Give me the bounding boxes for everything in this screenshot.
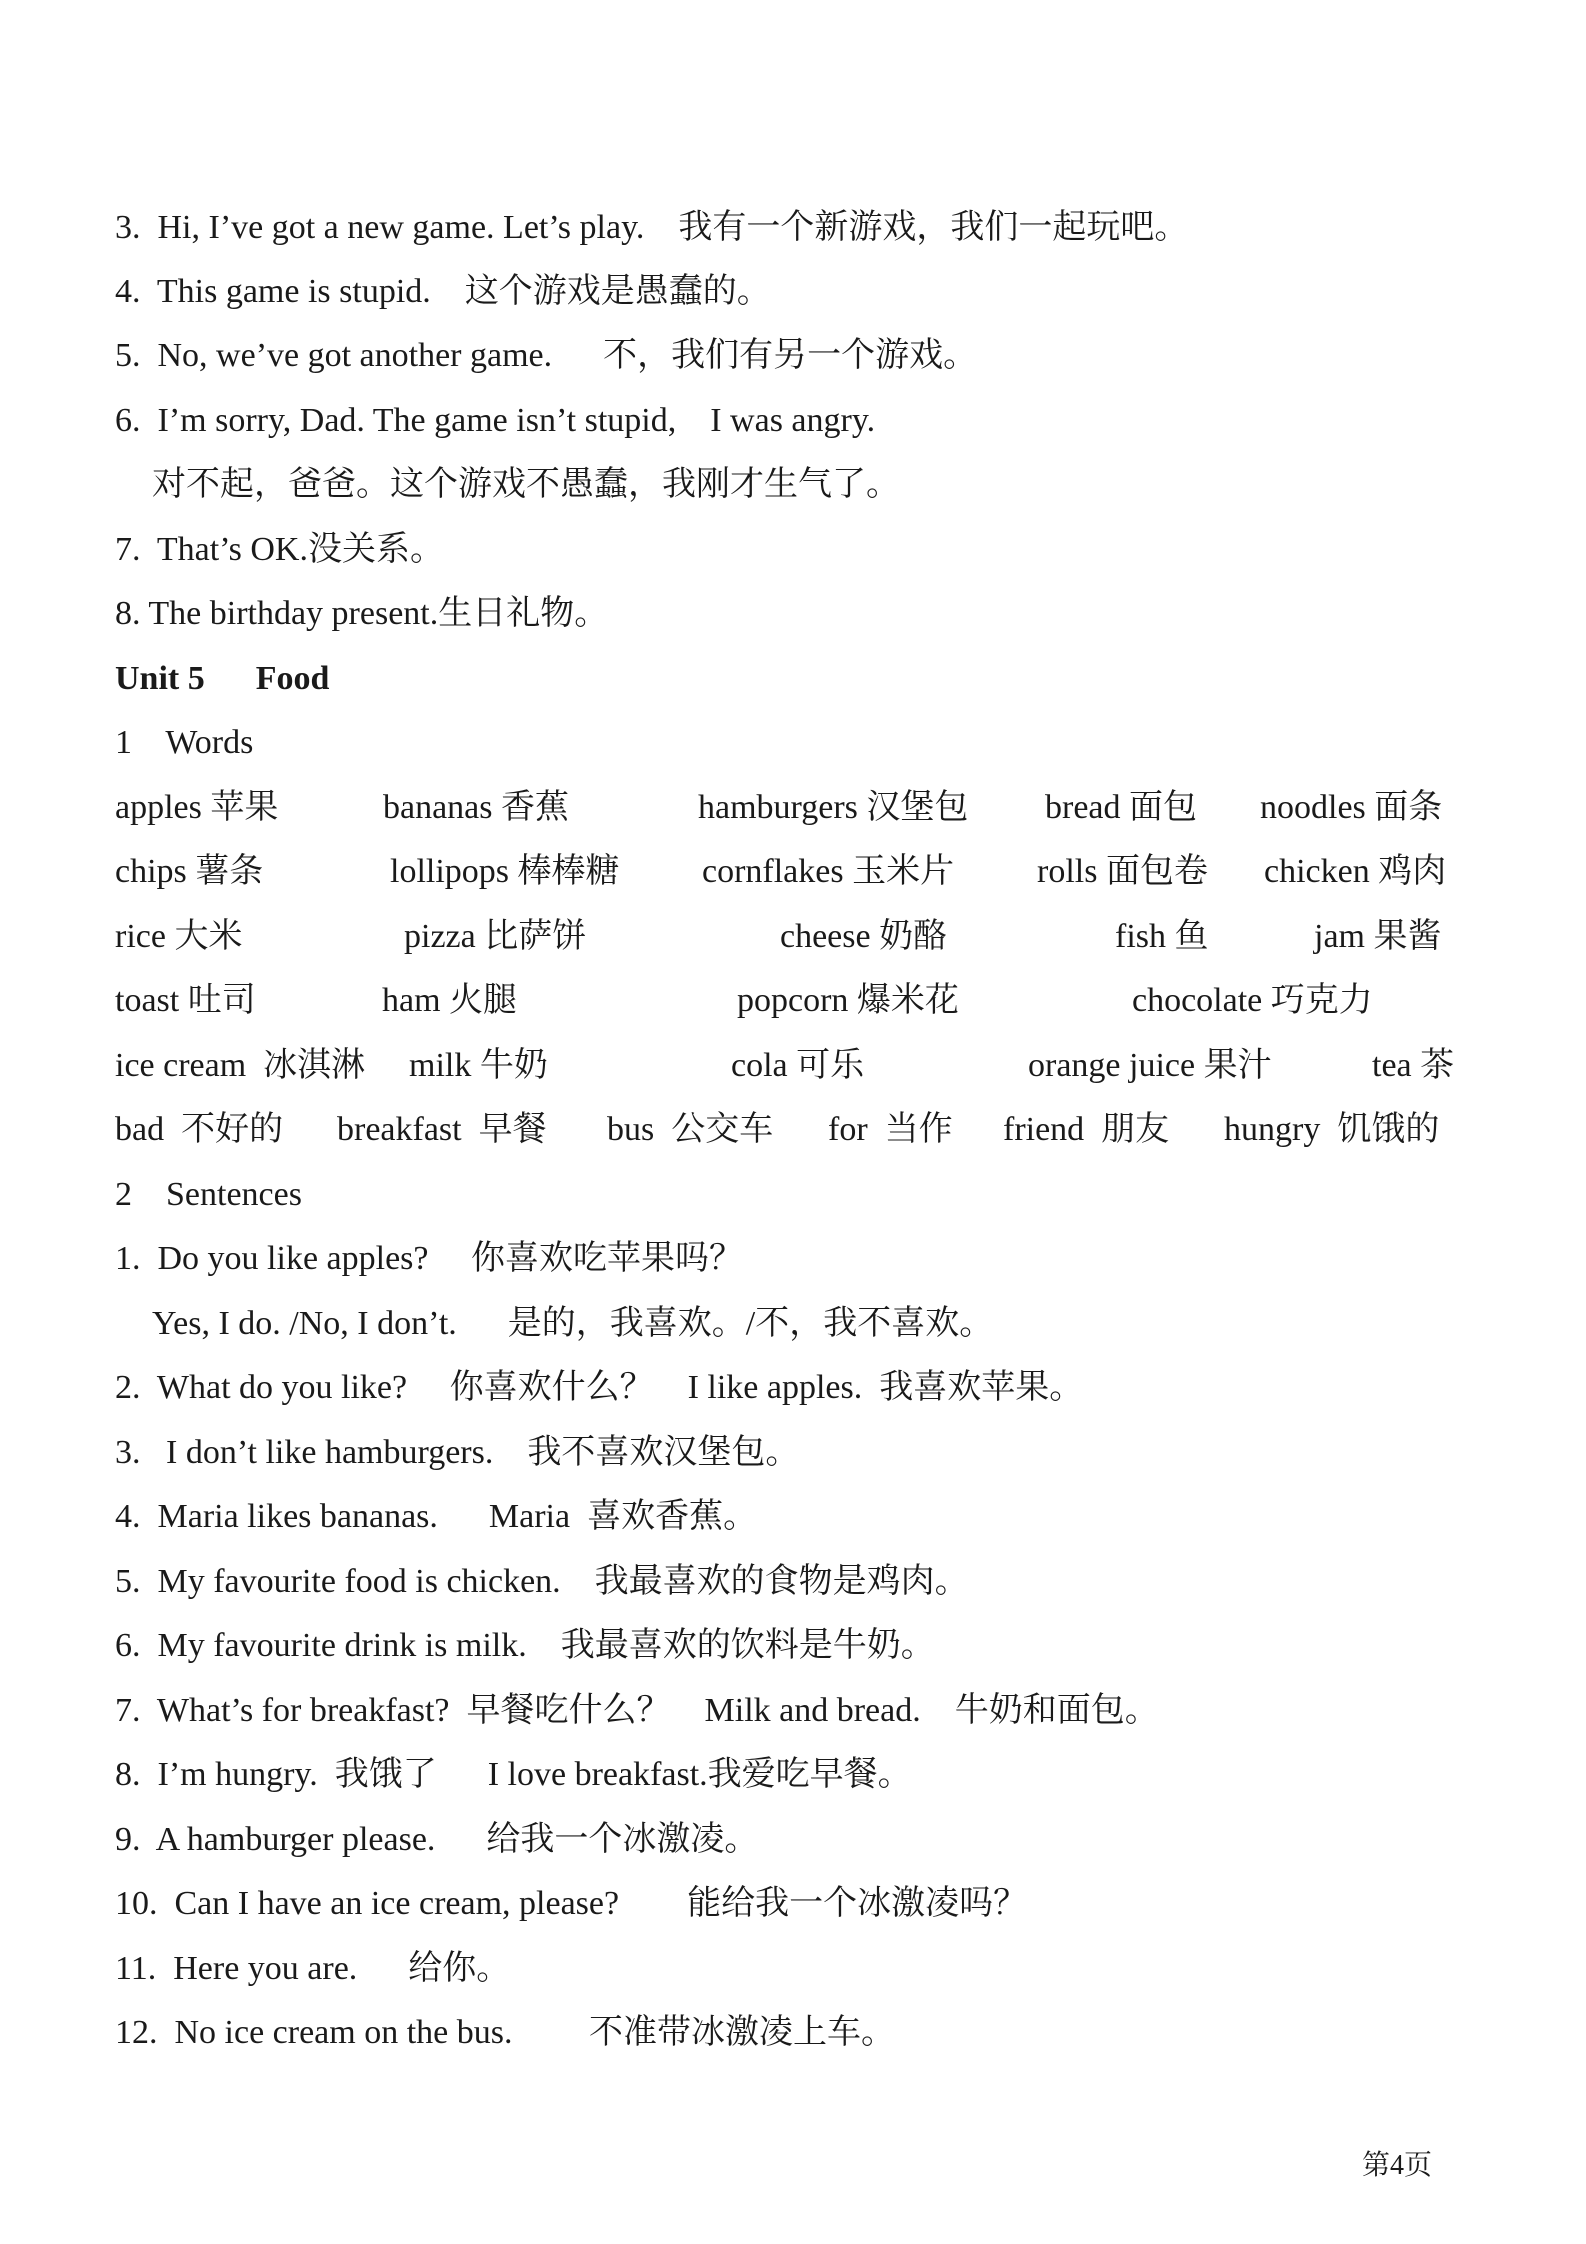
word-item: noodles 面条: [1260, 789, 1443, 826]
word-item: chips 薯条: [115, 853, 264, 890]
sentence-line: 6. I’m sorry, Dad. The game isn’t stupid, I was angry.: [115, 402, 876, 439]
word-row: [0, 979, 1586, 1023]
word-item: bananas 香蕉: [383, 789, 570, 826]
word-item: hungry 饥饿的: [1224, 1111, 1440, 1148]
words-heading: 1 Words: [115, 724, 254, 761]
word-item: rice 大米: [115, 918, 243, 955]
sentence-line: 8. The birthday present.生日礼物。: [115, 595, 609, 632]
word-item: lollipops 棒棒糖: [390, 853, 620, 890]
sentence-line: 4. Maria likes bananas. Maria 喜欢香蕉。: [115, 1498, 758, 1535]
word-row: [0, 1044, 1586, 1088]
sentences-heading: 2 Sentences: [115, 1176, 302, 1213]
sentence-line: Yes, I do. /No, I don’t. 是的，我喜欢。/不，我不喜欢。: [152, 1305, 994, 1342]
sentence-line: 9. A hamburger please. 给我一个冰激凌。: [115, 1821, 759, 1858]
word-item: apples 苹果: [115, 789, 279, 826]
word-item: tea 茶: [1372, 1047, 1455, 1084]
sentence-line: 2. What do you like? 你喜欢什么？ I like apples. 我喜欢苹果。: [115, 1369, 1084, 1406]
sentence-line: 5. No, we’ve got another game. 不，我们有另一个游戏。: [115, 337, 978, 374]
word-row: [0, 786, 1586, 830]
word-item: chicken 鸡肉: [1264, 853, 1447, 890]
sentence-line: 7. That’s OK.没关系。: [115, 531, 444, 568]
word-item: orange juice 果汁: [1028, 1047, 1272, 1084]
word-item: chocolate 巧克力: [1132, 982, 1373, 1019]
word-item: jam 果酱: [1314, 918, 1442, 955]
word-row: [0, 850, 1586, 894]
sentence-line: 6. My favourite drink is milk. 我最喜欢的饮料是牛奶。: [115, 1627, 935, 1664]
word-item: hamburgers 汉堡包: [698, 789, 969, 826]
sentence-line: 3. I don’t like hamburgers. 我不喜欢汉堡包。: [115, 1434, 800, 1471]
word-item: cola 可乐: [731, 1047, 865, 1084]
word-item: fish 鱼: [1115, 918, 1209, 955]
word-row: [0, 915, 1586, 959]
word-item: rolls 面包卷: [1037, 853, 1208, 890]
word-item: breakfast 早餐: [337, 1111, 547, 1148]
sentence-line: 12. No ice cream on the bus. 不准带冰激凌上车。: [115, 2014, 895, 2051]
sentence-line: 3. Hi, I’ve got a new game. Let’s play. 我有一个新游戏，我们一起玩吧。: [115, 209, 1189, 246]
sentence-line: 8. I’m hungry. 我饿了 I love breakfast.我爱吃早餐。: [115, 1756, 912, 1793]
word-item: pizza 比萨饼: [404, 918, 587, 955]
word-item: for 当作: [828, 1111, 953, 1148]
unit-heading: Unit 5 Food: [115, 660, 330, 697]
word-item: popcorn 爆米花: [737, 982, 959, 1019]
sentence-line: 7. What’s for breakfast? 早餐吃什么？ Milk and bread. 牛奶和面包。: [115, 1692, 1159, 1729]
sentence-line: 1. Do you like apples? 你喜欢吃苹果吗？: [115, 1240, 743, 1277]
word-row: [0, 1108, 1586, 1152]
word-item: milk 牛奶: [409, 1047, 548, 1084]
word-item: friend 朋友: [1003, 1111, 1170, 1148]
sentence-line: 10. Can I have an ice cream, please? 能给我一个冰激凌吗？: [115, 1885, 1028, 1922]
sentence-translation: 对不起，爸爸。这个游戏不愚蠢，我刚才生气了。: [152, 466, 900, 503]
word-item: ice cream 冰淇淋: [115, 1047, 366, 1084]
sentence-line: 5. My favourite food is chicken. 我最喜欢的食物是鸡肉。: [115, 1563, 969, 1600]
sentence-line: 11. Here you are. 给你。: [115, 1950, 511, 1987]
word-item: ham 火腿: [382, 982, 518, 1019]
word-item: toast 吐司: [115, 982, 256, 1019]
word-item: cheese 奶酪: [780, 918, 948, 955]
word-item: bad 不好的: [115, 1111, 284, 1148]
word-item: bus 公交车: [607, 1111, 774, 1148]
word-item: bread 面包: [1045, 789, 1198, 826]
word-item: cornflakes 玉米片: [702, 853, 955, 890]
sentence-line: 4. This game is stupid. 这个游戏是愚蠢的。: [115, 273, 771, 310]
page-number: 第4页: [1362, 2150, 1433, 2181]
